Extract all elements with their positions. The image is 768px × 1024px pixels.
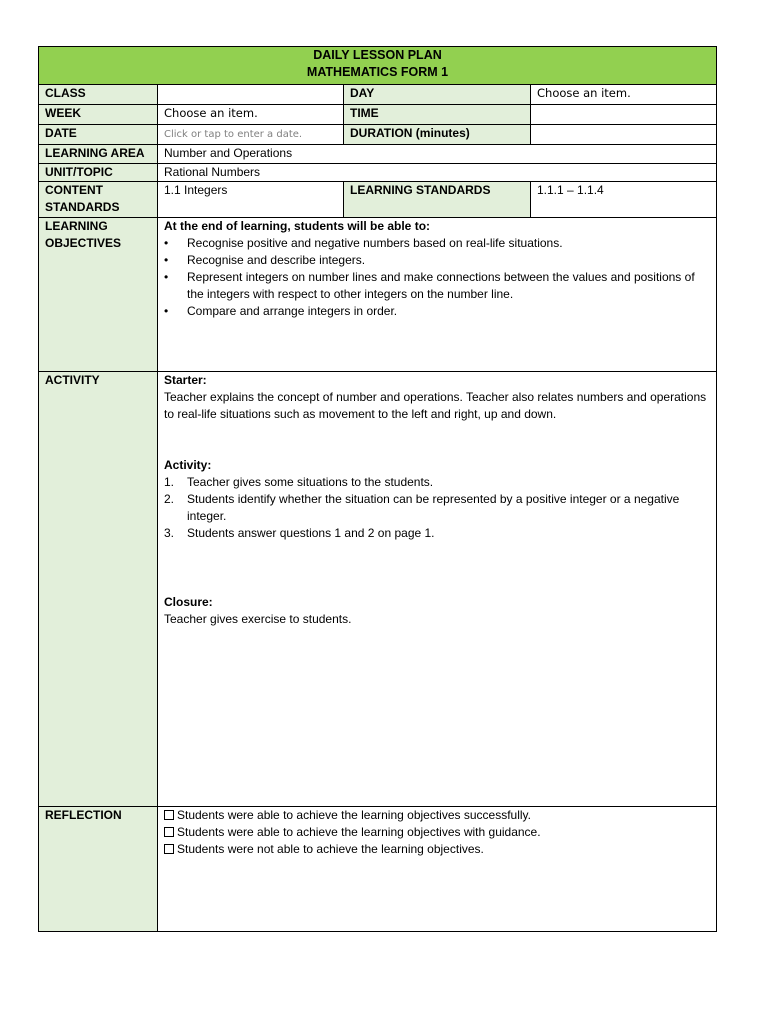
bullet-marker: • [164, 270, 169, 284]
bullet-marker: • [164, 236, 169, 250]
duration-label: DURATION (minutes) [344, 125, 531, 145]
content-standards-label-line2: STANDARDS [45, 200, 120, 214]
activity-steps [164, 474, 710, 542]
step-number: 3. [164, 526, 175, 540]
plan-header [39, 47, 717, 85]
activity-content [158, 372, 717, 807]
objective-text: Represent integers on number lines and make connections between the values and positions of the integers with respect to other integers on the number line. [187, 270, 695, 301]
duration-field[interactable] [531, 125, 717, 145]
activity-heading: Activity: [164, 458, 212, 472]
day-dropdown[interactable] [531, 85, 717, 105]
date-duration-row [39, 125, 717, 145]
objective-text: Compare and arrange integers in order. [187, 304, 398, 318]
step-number: 1. [164, 475, 175, 489]
content-standards-value: 1.1 Integers [158, 182, 344, 218]
starter-heading: Starter: [164, 373, 207, 387]
objectives-content [158, 218, 717, 372]
time-field[interactable] [531, 105, 717, 125]
content-standards-label [39, 182, 158, 218]
objective-item [164, 235, 710, 252]
checkbox-icon[interactable] [164, 827, 174, 837]
reflection-label: REFLECTION [39, 807, 158, 932]
day-dropdown-value: Choose an item. [537, 86, 631, 100]
plan-subtitle: MATHEMATICS FORM 1 [306, 65, 449, 79]
plan-title: DAILY LESSON PLAN [313, 48, 442, 62]
reflection-option-text: Students were able to achieve the learning objectives successfully. [177, 808, 531, 822]
activity-step [164, 474, 710, 491]
objectives-label-line2: OBJECTIVES [45, 236, 122, 250]
checkbox-icon[interactable] [164, 844, 174, 854]
reflection-option[interactable] [164, 824, 710, 841]
week-dropdown-value: Choose an item. [164, 106, 258, 120]
objective-text: Recognise positive and negative numbers based on real-life situations. [187, 236, 563, 250]
checkbox-icon[interactable] [164, 810, 174, 820]
reflection-option[interactable] [164, 807, 710, 824]
activity-label: ACTIVITY [39, 372, 158, 807]
objectives-list [164, 235, 710, 320]
week-label: WEEK [39, 105, 158, 125]
learning-standards-label: LEARNING STANDARDS [344, 182, 531, 218]
activity-step [164, 491, 710, 525]
week-time-row [39, 105, 717, 125]
reflection-option-text: Students were not able to achieve the learning objectives. [177, 842, 484, 856]
reflection-content [158, 807, 717, 932]
bullet-marker: • [164, 304, 169, 318]
date-label: DATE [39, 125, 158, 145]
step-text: Students answer questions 1 and 2 on page 1. [187, 526, 435, 540]
class-label: CLASS [39, 85, 158, 105]
objectives-label [39, 218, 158, 372]
standards-row [39, 182, 717, 218]
learning-area-row [39, 145, 717, 164]
learning-area-value: Number and Operations [158, 145, 717, 164]
step-number: 2. [164, 492, 175, 506]
unit-topic-row [39, 164, 717, 182]
objective-item [164, 252, 710, 269]
activity-row [39, 372, 717, 807]
objectives-intro: At the end of learning, students will be able to: [164, 219, 431, 233]
closure-heading: Closure: [164, 595, 213, 609]
content-standards-label-line1: CONTENT [45, 183, 103, 197]
header-row [39, 47, 717, 85]
date-placeholder: Click or tap to enter a date. [164, 129, 303, 140]
reflection-option-text: Students were able to achieve the learning objectives with guidance. [177, 825, 541, 839]
date-picker[interactable] [158, 125, 344, 145]
reflection-row [39, 807, 717, 932]
closure-text: Teacher gives exercise to students. [164, 612, 352, 626]
learning-area-label: LEARNING AREA [39, 145, 158, 164]
activity-step [164, 525, 710, 542]
class-day-row [39, 85, 717, 105]
bullet-marker: • [164, 253, 169, 267]
reflection-option[interactable] [164, 841, 710, 858]
objective-text: Recognise and describe integers. [187, 253, 366, 267]
unit-topic-label: UNIT/TOPIC [39, 164, 158, 182]
week-dropdown[interactable] [158, 105, 344, 125]
objective-item [164, 269, 710, 303]
step-text: Teacher gives some situations to the students. [187, 475, 434, 489]
lesson-plan-table [38, 46, 717, 932]
time-label: TIME [344, 105, 531, 125]
unit-topic-value: Rational Numbers [158, 164, 717, 182]
starter-text: Teacher explains the concept of number and operations. Teacher also relates numbers and operations to real-life situations such as movement to the left and right, up and down. [164, 390, 707, 421]
day-label: DAY [344, 85, 531, 105]
objective-item [164, 303, 710, 320]
objectives-label-line1: LEARNING [45, 219, 108, 233]
objectives-row [39, 218, 717, 372]
class-field[interactable] [158, 85, 344, 105]
learning-standards-value: 1.1.1 – 1.1.4 [531, 182, 717, 218]
step-text: Students identify whether the situation can be represented by a positive integer or a negative integer. [187, 492, 680, 523]
